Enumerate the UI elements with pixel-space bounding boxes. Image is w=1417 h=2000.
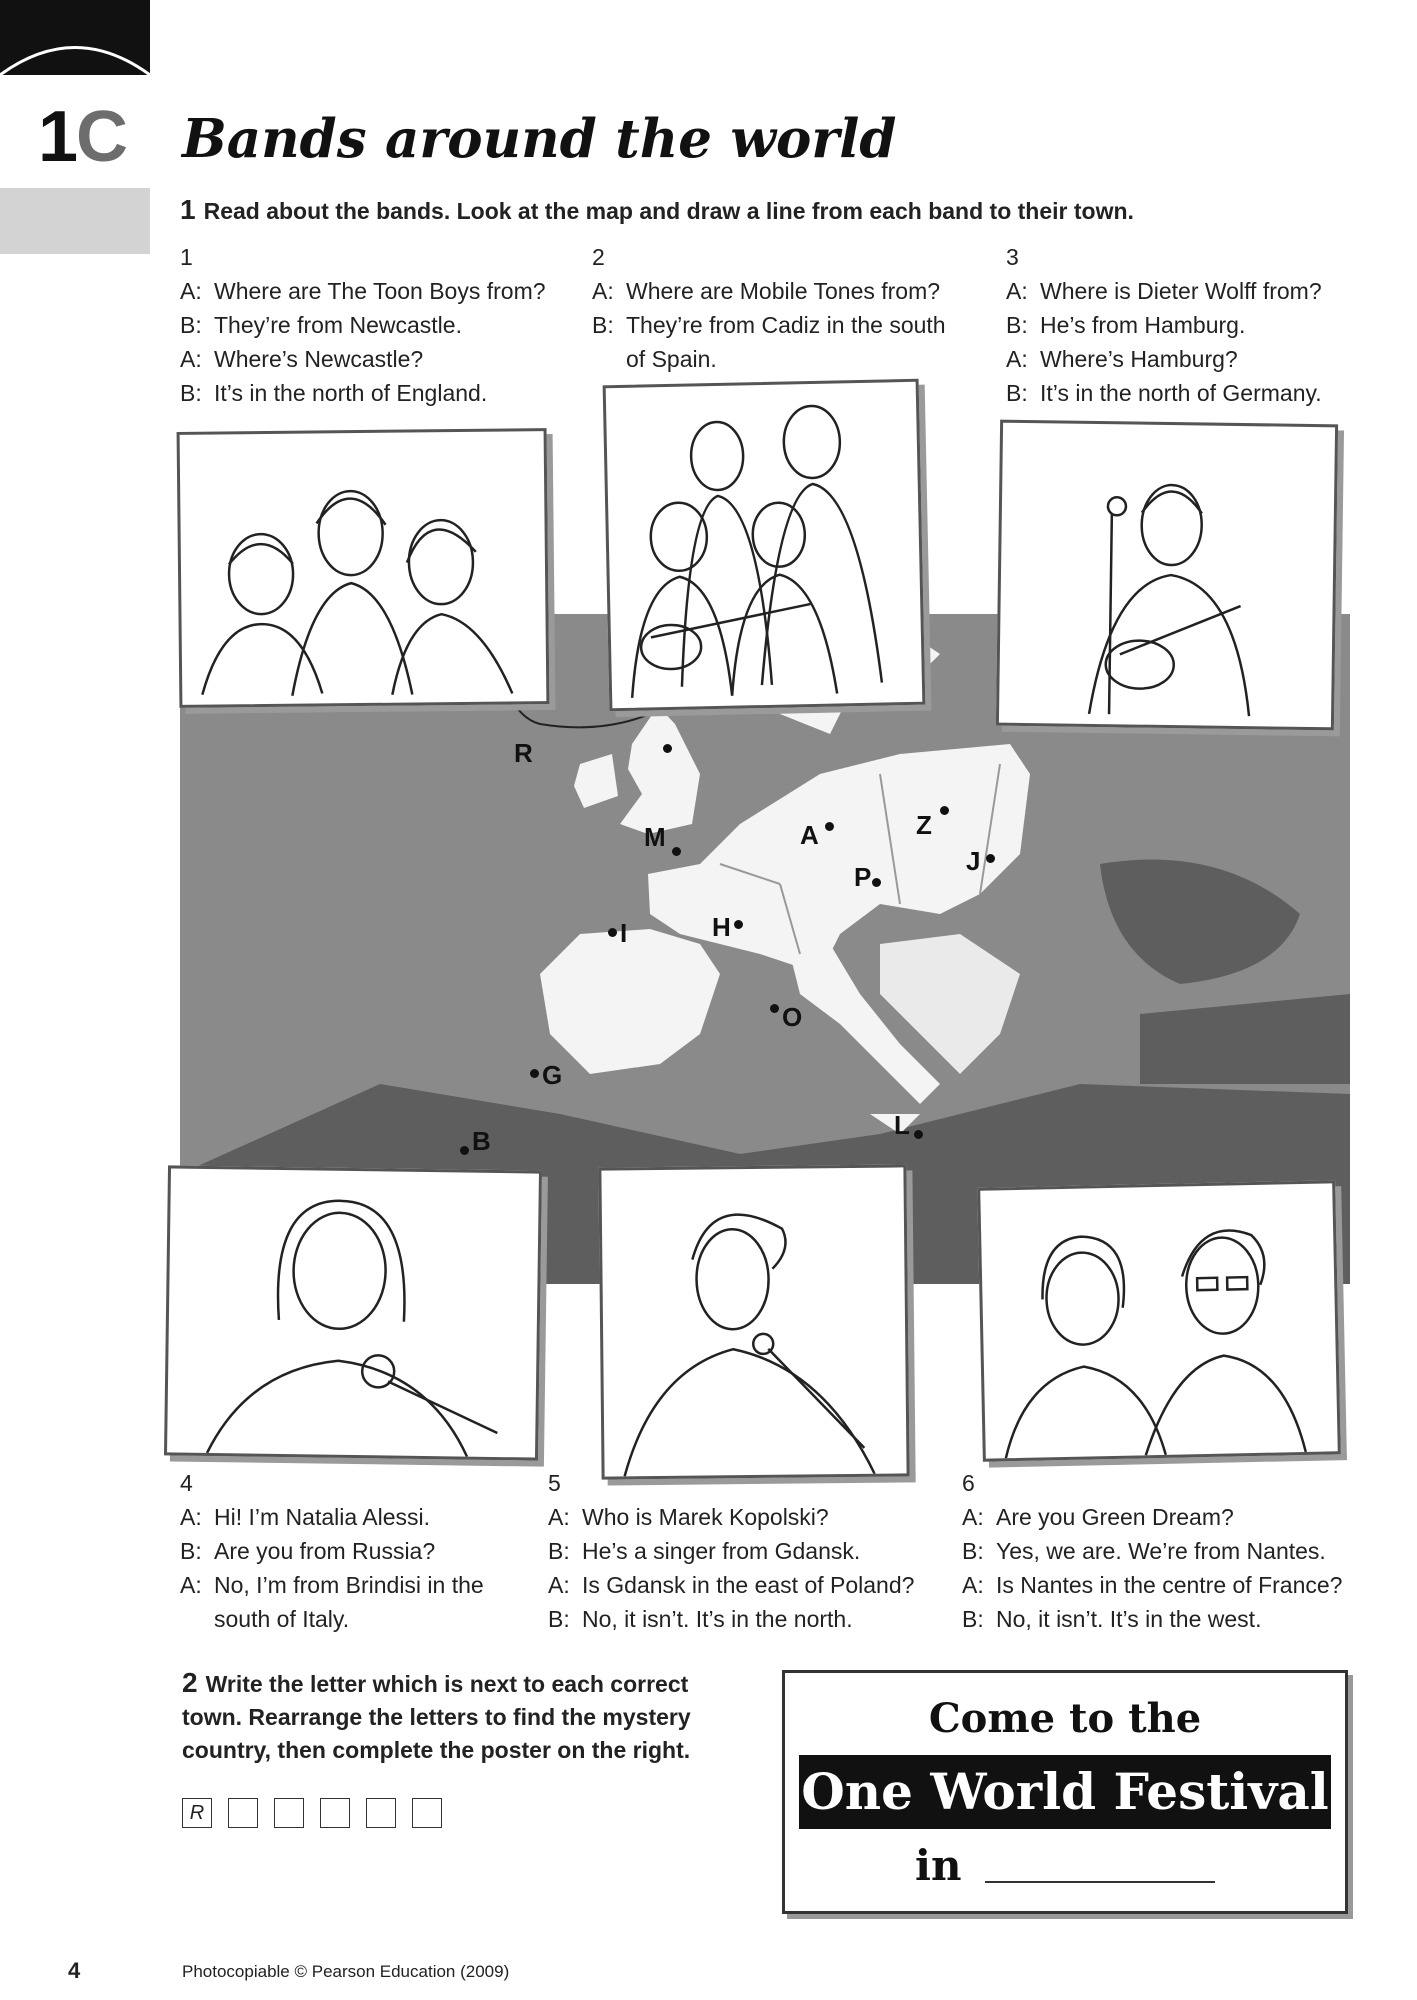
dialogue-number: 2: [592, 244, 605, 270]
map-dot-icon: [825, 822, 834, 831]
dialogue-line: No, I’m from Brindisi in the: [214, 1572, 484, 1598]
speaker-label: A:: [1006, 278, 1028, 304]
speaker-label: B:: [962, 1538, 984, 1564]
map-dot-icon: [460, 1146, 469, 1155]
band-photo-illustration: [999, 423, 1335, 728]
map-label: R: [514, 738, 533, 768]
page-title: Bands around the world: [182, 108, 897, 170]
dialogue-line: He’s from Hamburg.: [1040, 312, 1246, 338]
dialogue-line: Who is Marek Kopolski?: [582, 1504, 829, 1530]
dialogue-number: 3: [1006, 244, 1019, 270]
dialogue-line: It’s in the north of England.: [214, 380, 488, 406]
speaker-label: A:: [1006, 346, 1028, 372]
dialogue-number: 6: [962, 1470, 975, 1496]
map-label: I: [620, 918, 628, 948]
copyright-notice: Photocopiable © Pearson Education (2009): [182, 1962, 510, 1981]
speaker-label: A:: [962, 1572, 984, 1598]
speaker-label: B:: [180, 1538, 202, 1564]
poster-line-1: Come to the: [928, 1695, 1202, 1742]
unit-number: 1: [38, 97, 77, 177]
dialogue-line: Is Gdansk in the east of Poland?: [582, 1572, 915, 1598]
unit-letter: C: [76, 97, 127, 177]
photo-mobile-tones: [603, 379, 926, 712]
dialogue-number: 1: [180, 244, 193, 270]
corner-tab-top: [0, 0, 150, 75]
dialogue-line: Where’s Newcastle?: [214, 346, 424, 372]
dialogue-line: of Spain.: [626, 346, 717, 372]
speaker-label: B:: [1006, 380, 1028, 406]
dialogue-line: Where’s Hamburg?: [1040, 346, 1238, 372]
unit-label: [38, 96, 126, 178]
speaker-label: A:: [180, 346, 202, 372]
map-dot-icon: [914, 1130, 923, 1139]
band-photo-illustration: [180, 431, 547, 705]
speaker-label: B:: [548, 1538, 570, 1564]
band-photo-illustration: [601, 1167, 906, 1476]
map-label: O: [782, 1002, 803, 1032]
poster-line-3: in: [915, 1841, 962, 1890]
photo-natalia-alessi: [164, 1165, 542, 1460]
dialogue-1: [180, 240, 580, 410]
dialogue-line: Are you Green Dream?: [996, 1504, 1234, 1530]
exercise-2-line: Write the letter which is next to each correct: [205, 1671, 689, 1697]
map-label: G: [542, 1060, 563, 1090]
dialogue-line: Hi! I’m Natalia Alessi.: [214, 1504, 431, 1530]
dialogue-3: [1006, 240, 1406, 410]
dialogue-line: Yes, we are. We’re from Nantes.: [996, 1538, 1326, 1564]
dialogue-number: 5: [548, 1470, 561, 1496]
map-label: B: [472, 1126, 491, 1156]
answer-box[interactable]: [412, 1798, 442, 1828]
map-label: A: [800, 820, 819, 850]
speaker-label: [180, 1602, 214, 1636]
exercise-2-number: 2: [182, 1667, 198, 1698]
dialogue-line: Is Nantes in the centre of France?: [996, 1572, 1343, 1598]
dialogue-line: Are you from Russia?: [214, 1538, 436, 1564]
dialogue-line: No, it isn’t. It’s in the west.: [996, 1606, 1262, 1632]
dialogue-line: Where are The Toon Boys from?: [214, 278, 546, 304]
map-label: J: [966, 846, 981, 876]
speaker-label: B:: [180, 312, 202, 338]
band-photo-illustration: [167, 1168, 539, 1457]
exercise-2-instruction: [182, 1666, 762, 1767]
exercise-1-text: Read about the bands. Look at the map and draw a line from each band to their town.: [203, 198, 1134, 224]
band-photo-illustration: [980, 1183, 1338, 1458]
speaker-label: A:: [548, 1572, 570, 1598]
dialogue-6: [962, 1466, 1382, 1636]
exercise-1-number: 1: [180, 194, 196, 225]
exercise-2-line: town. Rearrange the letters to find the mystery: [182, 1704, 691, 1730]
dialogue-line: No, it isn’t. It’s in the north.: [582, 1606, 853, 1632]
map-label: M: [644, 822, 666, 852]
map-dot-icon: [770, 1004, 779, 1013]
map-label: P: [854, 862, 872, 892]
dialogue-2: [592, 240, 992, 376]
map-dot-icon: [608, 928, 617, 937]
map-label: Z: [916, 810, 932, 840]
speaker-label: A:: [548, 1504, 570, 1530]
speaker-label: A:: [180, 1572, 202, 1598]
corner-tab-bottom: [0, 188, 150, 254]
map-dot-icon: [672, 847, 681, 856]
dialogue-line: He’s a singer from Gdansk.: [582, 1538, 861, 1564]
map-dot-icon: [734, 920, 743, 929]
page-number: 4: [68, 1958, 81, 1983]
answer-boxes: [182, 1798, 482, 1832]
corner-arc-icon: [0, 0, 150, 75]
dialogue-line: Where is Dieter Wolff from?: [1040, 278, 1322, 304]
map-label: H: [712, 912, 731, 942]
speaker-label: [592, 342, 626, 376]
band-photo-illustration: [606, 382, 923, 708]
speaker-label: B:: [180, 380, 202, 406]
exercise-1-instruction: [180, 194, 1134, 226]
answer-box[interactable]: [274, 1798, 304, 1828]
photo-green-dream: [977, 1180, 1341, 1461]
dialogue-line: They’re from Newcastle.: [214, 312, 462, 338]
speaker-label: A:: [592, 278, 614, 304]
speaker-label: A:: [962, 1504, 984, 1530]
poster-banner: One World Festival: [799, 1755, 1331, 1829]
map-label: L: [894, 1110, 910, 1140]
dialogue-line: It’s in the north of Germany.: [1040, 380, 1322, 406]
speaker-label: B:: [1006, 312, 1028, 338]
dialogue-line: Where are Mobile Tones from?: [626, 278, 941, 304]
dialogue-4: [180, 1466, 540, 1636]
speaker-label: B:: [548, 1606, 570, 1632]
map-dot-icon: [530, 1069, 539, 1078]
answer-box[interactable]: [228, 1798, 258, 1828]
speaker-label: B:: [962, 1606, 984, 1632]
photo-dieter-wolff: [996, 420, 1338, 731]
speaker-label: B:: [592, 312, 614, 338]
dialogue-line: They’re from Cadiz in the south: [626, 312, 946, 338]
festival-poster: [782, 1670, 1348, 1914]
map-dot-icon: [986, 854, 995, 863]
map-dot-icon: [872, 878, 881, 887]
speaker-label: A:: [180, 1504, 202, 1530]
map-dot-icon: [940, 806, 949, 815]
dialogue-number: 4: [180, 1470, 193, 1496]
answer-box[interactable]: R: [182, 1798, 212, 1828]
exercise-2-line: country, then complete the poster on the right.: [182, 1737, 691, 1763]
dialogue-line: south of Italy.: [214, 1606, 350, 1632]
speaker-label: A:: [180, 278, 202, 304]
map-dot-icon: [663, 744, 672, 753]
photo-toon-boys: [177, 428, 550, 708]
answer-box[interactable]: [366, 1798, 396, 1828]
poster-blank-line[interactable]: [985, 1881, 1215, 1883]
photo-marek-kopolski: [598, 1164, 909, 1479]
answer-box[interactable]: [320, 1798, 350, 1828]
dialogue-5: [548, 1466, 948, 1636]
